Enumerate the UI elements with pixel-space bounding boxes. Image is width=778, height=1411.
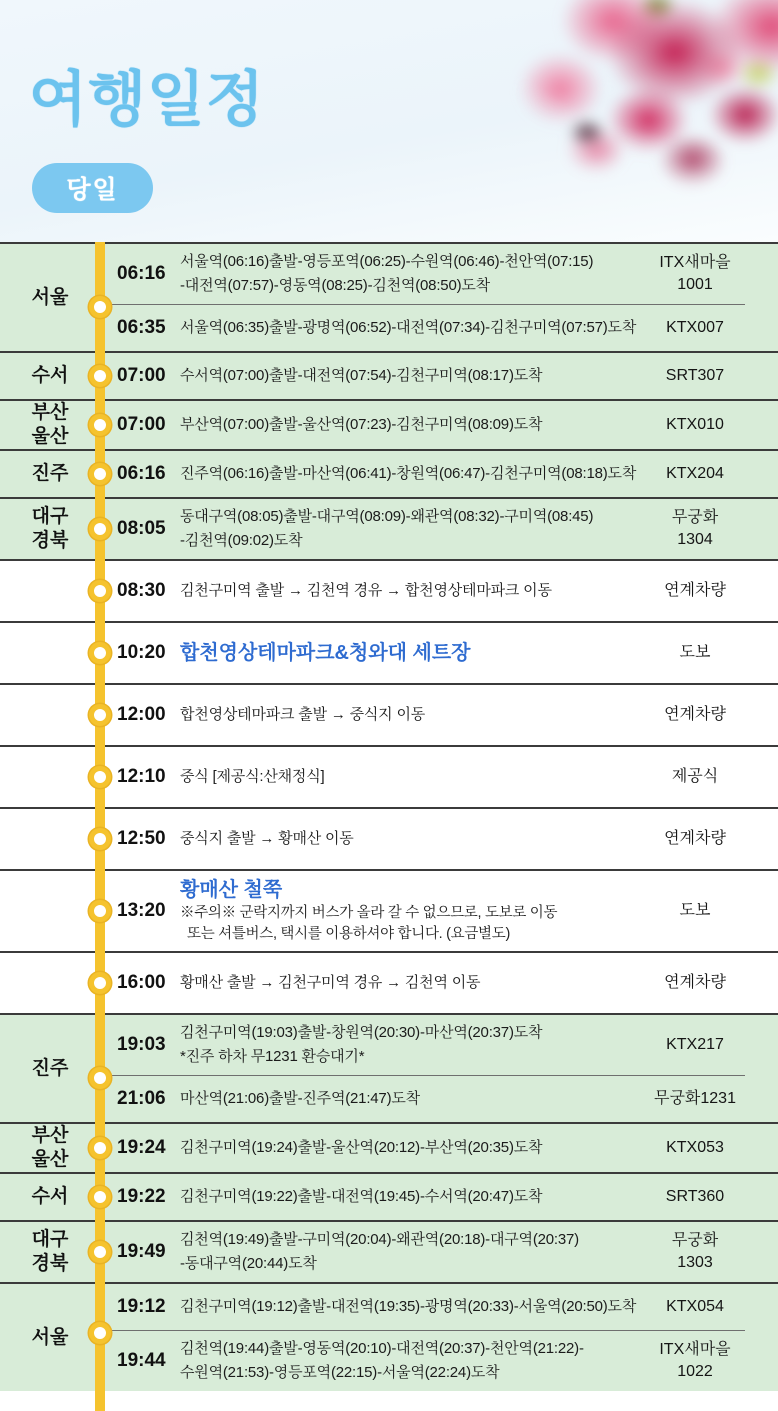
schedule-row bbox=[100, 1125, 778, 1171]
location-label bbox=[0, 244, 100, 351]
timeline-node-icon bbox=[89, 296, 111, 318]
transport-label: SRT360 bbox=[665, 1188, 725, 1205]
itinerary-group bbox=[0, 1172, 778, 1220]
schedule-rows bbox=[100, 1222, 778, 1282]
time-label: 12:00 bbox=[117, 704, 166, 725]
itinerary-group bbox=[0, 559, 778, 621]
timeline-node-icon bbox=[89, 365, 111, 387]
transport-label: ITX새마을 bbox=[659, 1341, 731, 1358]
location-label-line: 진주 bbox=[31, 1057, 69, 1079]
schedule-rows bbox=[100, 401, 778, 449]
location-label bbox=[0, 1124, 100, 1172]
itinerary-group bbox=[0, 745, 778, 807]
route-cell bbox=[175, 1015, 638, 1075]
activity-title: 황매산 철쭉 bbox=[180, 879, 283, 901]
location-label-line: 진주 bbox=[31, 463, 69, 484]
transport-label: 제공식 bbox=[671, 768, 719, 785]
schedule-rows bbox=[100, 953, 778, 1013]
route-cell bbox=[175, 1289, 638, 1325]
location-label bbox=[0, 499, 100, 559]
route-cell bbox=[175, 573, 638, 609]
timeline-node-icon bbox=[89, 414, 111, 436]
route-description: 부산역(07:00)출발-울산역(07:23)-김천구미역(08:09)도착 bbox=[180, 416, 543, 433]
transport-cell bbox=[638, 1034, 778, 1056]
schedule-rows bbox=[100, 1015, 778, 1122]
schedule-row bbox=[100, 809, 778, 869]
route-cell bbox=[175, 358, 638, 394]
route-cell bbox=[175, 697, 638, 733]
itinerary-group bbox=[0, 497, 778, 559]
route-description: 서울역(06:16)출발-영등포역(06:25)-수원역(06:46)-천안역(07:15) bbox=[180, 253, 594, 270]
route-description: 중식지 출발 → 황매산 이동 bbox=[180, 830, 354, 847]
time-label: 08:30 bbox=[117, 580, 166, 601]
transport-label: 무궁화 bbox=[671, 509, 719, 526]
location-label bbox=[0, 451, 100, 497]
time-label: 06:35 bbox=[117, 317, 166, 338]
page-title: 여행일정 bbox=[29, 66, 265, 133]
schedule-row bbox=[100, 747, 778, 807]
route-description: 진주역(06:16)출발-마산역(06:41)-창원역(06:47)-김천구미역(08:18)도착 bbox=[180, 465, 637, 482]
location-label-line: 수서 bbox=[31, 365, 69, 386]
route-cell bbox=[175, 1222, 638, 1282]
schedule-row bbox=[100, 1284, 778, 1330]
schedule-rows bbox=[100, 244, 778, 351]
schedule-row bbox=[100, 1174, 778, 1220]
schedule-row bbox=[100, 561, 778, 621]
transport-label: 연계차량 bbox=[664, 974, 726, 991]
location-label bbox=[0, 1174, 100, 1220]
transport-label: SRT307 bbox=[665, 367, 725, 384]
transport-cell bbox=[638, 1186, 778, 1208]
route-description: 김천구미역 출발 → 김천역 경유 → 합천영상테마파크 이동 bbox=[180, 582, 552, 599]
transport-label: KTX054 bbox=[666, 1298, 724, 1315]
time-label: 12:50 bbox=[117, 828, 166, 849]
schedule-row bbox=[100, 623, 778, 683]
transport-label: KTX217 bbox=[666, 1036, 724, 1053]
time-label: 19:44 bbox=[117, 1350, 166, 1371]
location-label-line: 경북 bbox=[31, 1253, 69, 1274]
timeline-node-icon bbox=[89, 828, 111, 850]
route-description: 김천역(19:49)출발-구미역(20:04)-왜관역(20:18)-대구역(20:37) bbox=[180, 1231, 579, 1248]
itinerary-group bbox=[0, 449, 778, 497]
transport-cell bbox=[638, 828, 778, 850]
timeline-node-icon bbox=[89, 1241, 111, 1263]
time-label: 16:00 bbox=[117, 972, 166, 993]
route-cell bbox=[175, 871, 638, 951]
transport-cell bbox=[638, 1339, 778, 1383]
location-label bbox=[0, 623, 100, 683]
schedule-rows bbox=[100, 451, 778, 497]
transport-label: KTX053 bbox=[666, 1139, 724, 1156]
transport-cell bbox=[638, 1088, 778, 1110]
route-description: 김천구미역(19:24)출발-울산역(20:12)-부산역(20:35)도착 bbox=[180, 1139, 543, 1156]
transport-label: 1303 bbox=[677, 1254, 713, 1271]
timeline-node-icon bbox=[89, 972, 111, 994]
time-label: 19:22 bbox=[117, 1186, 166, 1207]
time-label: 06:16 bbox=[117, 263, 166, 284]
transport-label: 연계차량 bbox=[664, 706, 726, 723]
location-label bbox=[0, 685, 100, 745]
timeline-node-icon bbox=[89, 1322, 111, 1344]
route-cell bbox=[175, 1130, 638, 1166]
transport-cell bbox=[638, 580, 778, 602]
transport-cell bbox=[638, 507, 778, 551]
route-description: 수서역(07:00)출발-대전역(07:54)-김천구미역(08:17)도착 bbox=[180, 367, 543, 384]
transport-cell bbox=[638, 704, 778, 726]
time-label: 07:00 bbox=[117, 414, 166, 435]
timeline-node-icon bbox=[89, 580, 111, 602]
schedule-row bbox=[100, 685, 778, 745]
warning-note: 또는 셔틀버스, 택시를 이용하셔야 합니다. (요금별도) bbox=[187, 926, 511, 942]
transport-cell bbox=[638, 1230, 778, 1274]
route-cell bbox=[175, 965, 638, 1001]
route-cell bbox=[175, 1081, 638, 1117]
route-description: -김천역(09:02)도착 bbox=[180, 532, 303, 549]
location-label-line: 대구 bbox=[31, 506, 69, 527]
itinerary-group bbox=[0, 351, 778, 399]
transport-cell bbox=[638, 900, 778, 922]
location-label bbox=[0, 401, 100, 449]
transport-label: ITX새마을 bbox=[659, 254, 731, 271]
schedule-row bbox=[100, 1015, 778, 1075]
location-label bbox=[0, 561, 100, 621]
route-cell bbox=[175, 310, 638, 346]
warning-note: ※주의※ 군락지까지 버스가 올라 갈 수 없으므로, 도보로 이동 bbox=[180, 905, 558, 921]
schedule-row bbox=[100, 499, 778, 559]
itinerary-group bbox=[0, 1220, 778, 1282]
schedule-row bbox=[100, 1331, 778, 1391]
time-label: 19:12 bbox=[117, 1296, 166, 1317]
route-cell bbox=[175, 821, 638, 857]
route-cell bbox=[175, 456, 638, 492]
transport-cell bbox=[638, 252, 778, 296]
location-label-line: 수서 bbox=[31, 1186, 69, 1207]
timeline-node-icon bbox=[89, 704, 111, 726]
location-label bbox=[0, 809, 100, 869]
route-description: 합천영상테마파크 출발 → 중식지 이동 bbox=[180, 706, 426, 723]
route-description: -동대구역(20:44)도착 bbox=[180, 1255, 317, 1272]
flower-photo bbox=[358, 0, 778, 242]
route-description: 김천역(19:44)출발-영동역(20:10)-대전역(20:37)-천안역(21:22)- bbox=[180, 1340, 584, 1357]
time-label: 06:16 bbox=[117, 463, 166, 484]
itinerary-group bbox=[0, 1122, 778, 1172]
location-label-line: 울산 bbox=[31, 426, 69, 447]
itinerary-group bbox=[0, 807, 778, 869]
itinerary-group bbox=[0, 1013, 778, 1122]
transport-cell bbox=[638, 463, 778, 485]
schedule-row bbox=[100, 871, 778, 951]
transport-label: 도보 bbox=[679, 644, 711, 661]
schedule-rows bbox=[100, 1174, 778, 1220]
route-cell bbox=[175, 499, 638, 559]
itinerary-group bbox=[0, 951, 778, 1013]
route-description: 마산역(21:06)출발-진주역(21:47)도착 bbox=[180, 1090, 420, 1107]
transport-cell bbox=[638, 972, 778, 994]
transport-cell bbox=[638, 642, 778, 664]
itinerary-group bbox=[0, 683, 778, 745]
schedule-rows bbox=[100, 871, 778, 951]
itinerary-groups bbox=[0, 242, 778, 1391]
schedule-row bbox=[100, 402, 778, 448]
transport-cell bbox=[638, 365, 778, 387]
transport-cell bbox=[638, 317, 778, 339]
header bbox=[0, 0, 778, 242]
route-cell bbox=[175, 634, 638, 672]
location-label-line: 울산 bbox=[31, 1149, 69, 1170]
transport-cell bbox=[638, 414, 778, 436]
route-cell bbox=[175, 1179, 638, 1215]
itinerary-group bbox=[0, 399, 778, 449]
time-label: 21:06 bbox=[117, 1088, 166, 1109]
schedule-row bbox=[100, 1076, 778, 1122]
location-label-line: 서울 bbox=[31, 1326, 69, 1348]
location-label bbox=[0, 353, 100, 399]
transport-label: 연계차량 bbox=[664, 582, 726, 599]
transport-label: KTX010 bbox=[666, 416, 724, 433]
route-cell bbox=[175, 1331, 638, 1391]
time-label: 07:00 bbox=[117, 365, 166, 386]
schedule-rows bbox=[100, 1284, 778, 1391]
schedule-rows bbox=[100, 809, 778, 869]
transport-label: 무궁화1231 bbox=[654, 1090, 736, 1107]
activity-title: 합천영상테마파크&청와대 세트장 bbox=[180, 642, 471, 664]
location-label-line: 서울 bbox=[31, 286, 69, 308]
location-label-line: 대구 bbox=[31, 1229, 69, 1250]
route-description: 서울역(06:35)출발-광명역(06:52)-대전역(07:34)-김천구미역(07:57)도착 bbox=[180, 319, 637, 336]
location-label-line: 부산 bbox=[31, 402, 69, 423]
schedule-rows bbox=[100, 561, 778, 621]
transport-label: KTX007 bbox=[666, 319, 724, 336]
itinerary-group bbox=[0, 869, 778, 951]
schedule-rows bbox=[100, 499, 778, 559]
route-description: -대전역(07:57)-영동역(08:25)-김천역(08:50)도착 bbox=[180, 277, 490, 294]
time-label: 12:10 bbox=[117, 766, 166, 787]
location-label bbox=[0, 1284, 100, 1391]
timeline-node-icon bbox=[89, 1186, 111, 1208]
route-description: *진주 하차 무1231 환승대기* bbox=[180, 1048, 365, 1065]
transport-label: 무궁화 bbox=[671, 1232, 719, 1249]
schedule-rows bbox=[100, 1124, 778, 1172]
transport-label: 1304 bbox=[677, 531, 713, 548]
transport-label: 1022 bbox=[677, 1363, 713, 1380]
route-description: 김천구미역(19:22)출발-대전역(19:45)-수서역(20:47)도착 bbox=[180, 1188, 543, 1205]
schedule-rows bbox=[100, 747, 778, 807]
day-trip-badge[interactable]: 당일 bbox=[32, 163, 153, 213]
schedule-row bbox=[100, 244, 778, 304]
timeline-node-icon bbox=[89, 900, 111, 922]
location-label bbox=[0, 871, 100, 951]
time-label: 19:24 bbox=[117, 1137, 166, 1158]
route-cell bbox=[175, 244, 638, 304]
transport-cell bbox=[638, 766, 778, 788]
transport-cell bbox=[638, 1296, 778, 1318]
timeline-node-icon bbox=[89, 766, 111, 788]
schedule-rows bbox=[100, 353, 778, 399]
time-label: 10:20 bbox=[117, 642, 166, 663]
timeline-node-icon bbox=[89, 1067, 111, 1089]
time-label: 13:20 bbox=[117, 900, 166, 921]
location-label bbox=[0, 1222, 100, 1282]
time-label: 08:05 bbox=[117, 518, 166, 539]
itinerary-table bbox=[0, 242, 778, 1391]
location-label-line: 부산 bbox=[31, 1125, 69, 1146]
route-description: 중식 [제공식:산채정식] bbox=[180, 768, 325, 785]
itinerary-group bbox=[0, 242, 778, 351]
location-label bbox=[0, 953, 100, 1013]
itinerary-group bbox=[0, 1282, 778, 1391]
route-description: 수원역(21:53)-영등포역(22:15)-서울역(22:24)도착 bbox=[180, 1364, 500, 1381]
timeline-node-icon bbox=[89, 518, 111, 540]
schedule-rows bbox=[100, 685, 778, 745]
timeline-node-icon bbox=[89, 642, 111, 664]
time-label: 19:03 bbox=[117, 1034, 166, 1055]
route-description: 김천구미역(19:12)출발-대전역(19:35)-광명역(20:33)-서울역(20:50)도착 bbox=[180, 1298, 637, 1315]
schedule-row bbox=[100, 953, 778, 1013]
schedule-row bbox=[100, 451, 778, 497]
location-label-line: 경북 bbox=[31, 530, 69, 551]
transport-label: KTX204 bbox=[666, 465, 724, 482]
itinerary-group bbox=[0, 621, 778, 683]
location-label bbox=[0, 747, 100, 807]
timeline-node-icon bbox=[89, 1137, 111, 1159]
schedule-row bbox=[100, 353, 778, 399]
transport-cell bbox=[638, 1137, 778, 1159]
schedule-row bbox=[100, 1222, 778, 1282]
route-description: 동대구역(08:05)출발-대구역(08:09)-왜관역(08:32)-구미역(08:45) bbox=[180, 508, 594, 525]
route-cell bbox=[175, 407, 638, 443]
schedule-row bbox=[100, 305, 778, 351]
timeline-node-icon bbox=[89, 463, 111, 485]
schedule-rows bbox=[100, 623, 778, 683]
time-label: 19:49 bbox=[117, 1241, 166, 1262]
transport-label: 1001 bbox=[677, 276, 713, 293]
transport-label: 도보 bbox=[679, 902, 711, 919]
location-label bbox=[0, 1015, 100, 1122]
route-description: 황매산 출발 → 김천구미역 경유 → 김천역 이동 bbox=[180, 974, 481, 991]
transport-label: 연계차량 bbox=[664, 830, 726, 847]
route-cell bbox=[175, 759, 638, 795]
route-description: 김천구미역(19:03)출발-창원역(20:30)-마산역(20:37)도착 bbox=[180, 1024, 543, 1041]
